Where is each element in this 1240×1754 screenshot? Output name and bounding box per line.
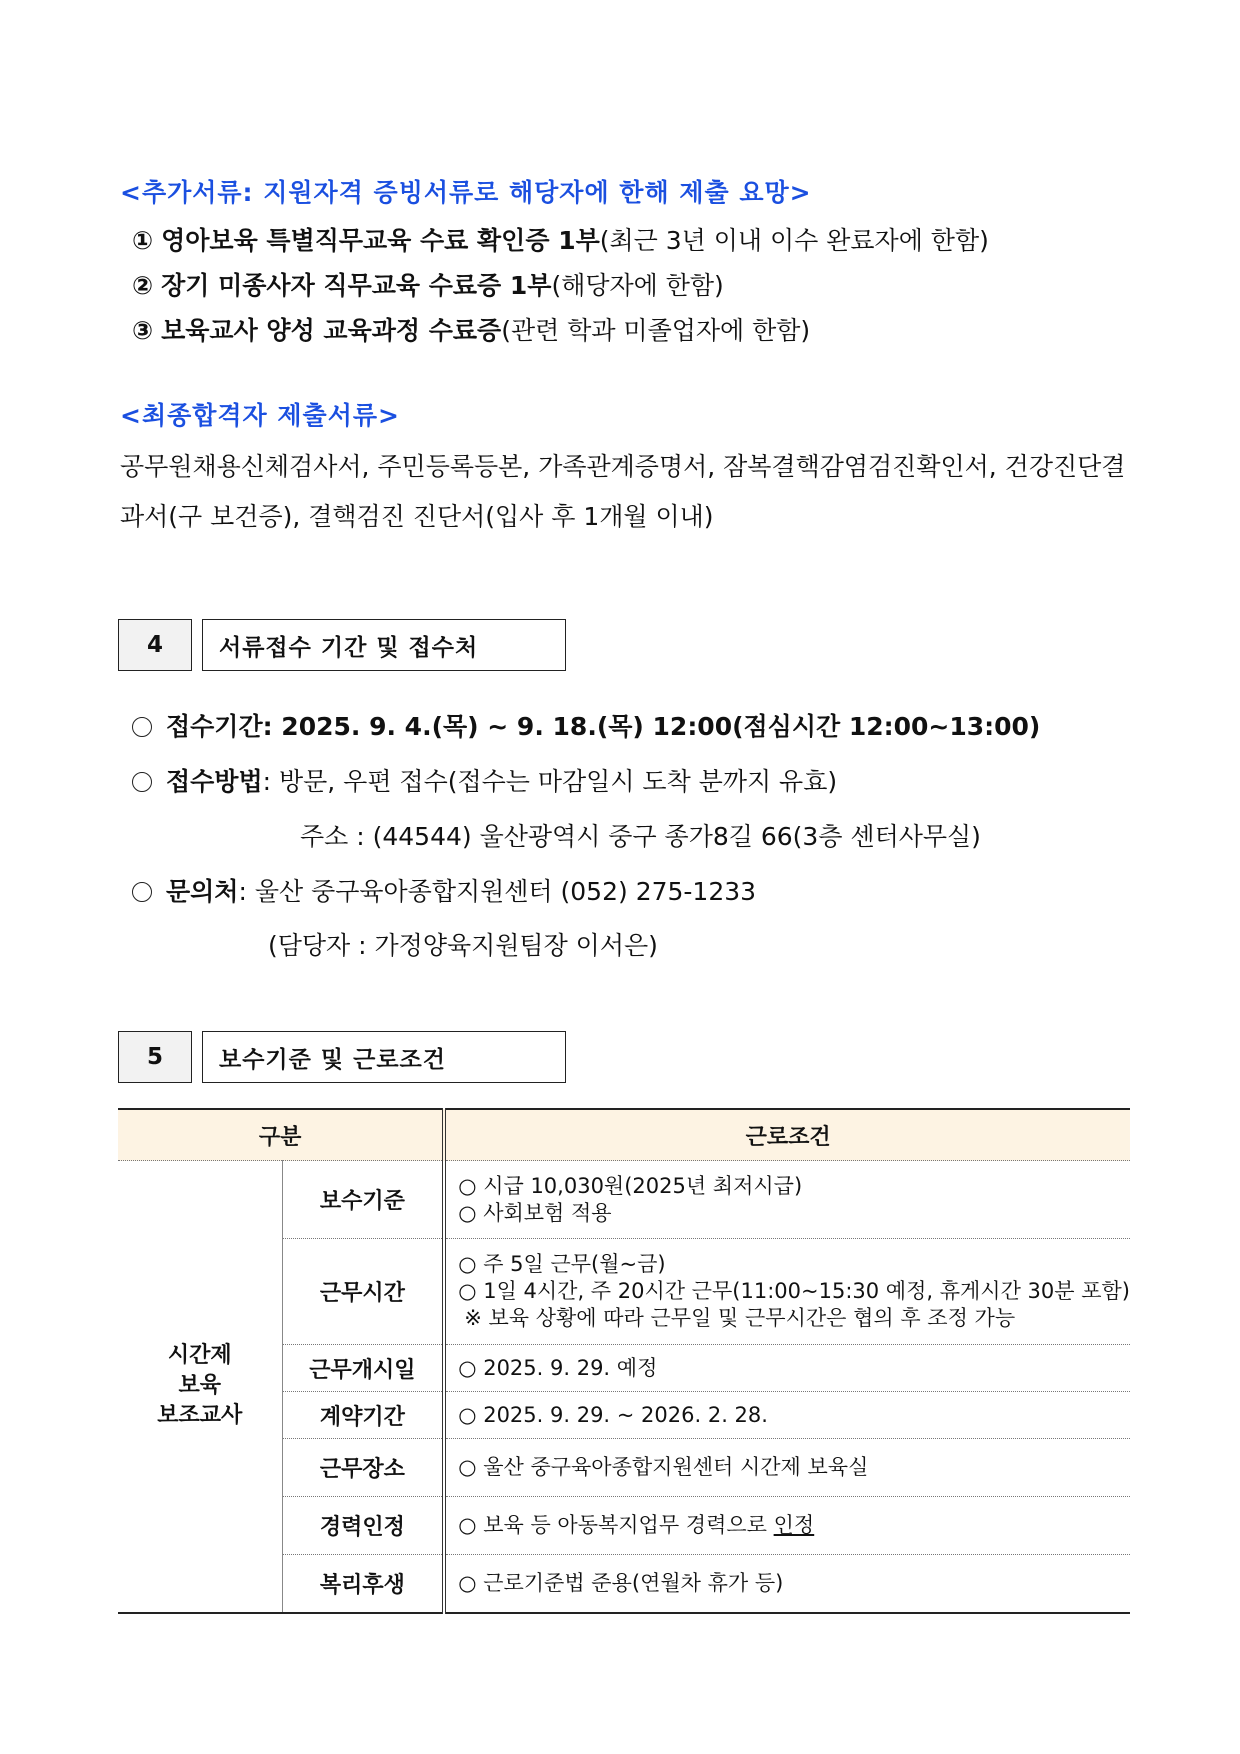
condition-line: ○ 근로기준법 준용(연월차 휴가 등) [458,1570,784,1595]
period-value: : 2025. 9. 4.(목) ~ 9. 18.(목) 12:00(점심시간 12:00~13:00) [262,712,1041,741]
condition-cell [444,1497,1130,1555]
circle-bullet-icon [132,772,152,792]
condition-line [458,1512,1130,1539]
item-bold-text: 보육교사 양성 교육과정 수료증 [161,316,502,345]
condition-line: ○ 2025. 9. 29. 예정 [458,1355,658,1380]
item-cell: 보수기준 [282,1161,444,1239]
condition-line: ○ 1일 4시간, 주 20시간 근무(11:00~15:30 예정, 휴게시간 30분 포함) [458,1279,1130,1303]
item-cell: 계약기간 [282,1392,444,1439]
header-category: 구분 [118,1109,444,1161]
method-label: 접수방법 [166,767,263,796]
method-value: : 방문, 우편 접수(접수는 마감일시 도착 분까지 유효) [262,767,838,796]
item-cell: 근무개시일 [282,1345,444,1392]
extra-docs-heading: <추가서류: 지원자격 증빙서류로 해당자에 한해 제출 요망> [120,178,812,207]
contact-line [132,872,756,908]
circle-bullet-icon [132,717,152,737]
section4-title: 서류접수 기간 및 접수처 [202,619,566,671]
table-row [118,1161,1130,1239]
item-rest-text: (관련 학과 미졸업자에 한함) [501,316,811,345]
condition-underlined-text: 인정 [773,1513,815,1537]
contact-person: (담당자 : 가정양육지원팀장 이서은) [268,931,658,960]
condition-cell [444,1161,1130,1239]
contact-label: 문의처 [166,877,239,906]
contact-value: : 울산 중구육아종합지원센터 (052) 275-1233 [238,877,757,906]
final-docs-text: 공무원채용신체검사서, 주민등록등본, 가족관계증명서, 잠복결핵감염검진확인서, 건강진단결과서(구 보건증), 결핵검진 진단서(입사 후 1개월 이내) [120,452,1126,531]
address-line: 주소 : (44544) 울산광역시 중구 종가8길 66(3층 센터사무실) [300,822,981,851]
method-line [132,762,837,798]
category-line: 시간제 [167,1343,232,1369]
item-bold-text: 영아보육 특별직무교육 수료 확인증 1부 [161,226,600,255]
condition-line: ○ 2025. 9. 29. ~ 2026. 2. 28. [458,1402,768,1427]
category-cell [118,1161,282,1613]
condition-cell [444,1392,1130,1439]
item-cell: 근무시간 [282,1239,444,1345]
item-rest-text: (해당자에 한함) [551,271,724,300]
item-rest-text: (최근 3년 이내 이수 완료자에 한함) [599,226,989,255]
item-number: ② [132,271,154,300]
item-number: ③ [132,316,154,345]
condition-cell [444,1555,1130,1613]
item-cell: 경력인정 [282,1497,444,1555]
condition-text: ○ 보육 등 아동복지업무 경력으로 [458,1513,774,1537]
item-cell: 복리후생 [282,1555,444,1613]
condition-cell [444,1239,1130,1345]
item-number: ① [132,226,154,255]
condition-cell [444,1439,1130,1497]
category-line: 보육 [178,1373,222,1399]
section4-number: 4 [118,619,192,671]
conditions-table [118,1108,1130,1614]
table-header-row [118,1109,1130,1161]
condition-cell [444,1345,1130,1392]
period-label: 접수기간 [166,712,263,741]
final-docs-heading: <최종합격자 제출서류> [120,401,400,430]
section5-number: 5 [118,1031,192,1083]
item-bold-text: 장기 미종사자 직무교육 수료증 1부 [161,271,552,300]
condition-line: ○ 주 5일 근무(월~금) [458,1252,666,1276]
condition-line: ○ 시급 10,030원(2025년 최저시급) [458,1173,803,1198]
extra-doc-item-2 [132,266,724,302]
condition-note: ※ 보육 상황에 따라 근무일 및 근무시간은 협의 후 조정 가능 [464,1306,1016,1330]
item-cell: 근무장소 [282,1439,444,1497]
condition-line: ○ 울산 중구육아종합지원센터 시간제 보육실 [458,1455,869,1479]
category-line: 보조교사 [157,1403,243,1429]
section5-title: 보수기준 및 근로조건 [202,1031,566,1083]
condition-line: ○ 사회보험 적용 [458,1200,612,1225]
header-conditions: 근로조건 [444,1109,1130,1161]
period-line [132,707,1040,743]
extra-doc-item-1 [132,221,989,257]
extra-doc-item-3 [132,311,810,347]
circle-bullet-icon [132,882,152,902]
